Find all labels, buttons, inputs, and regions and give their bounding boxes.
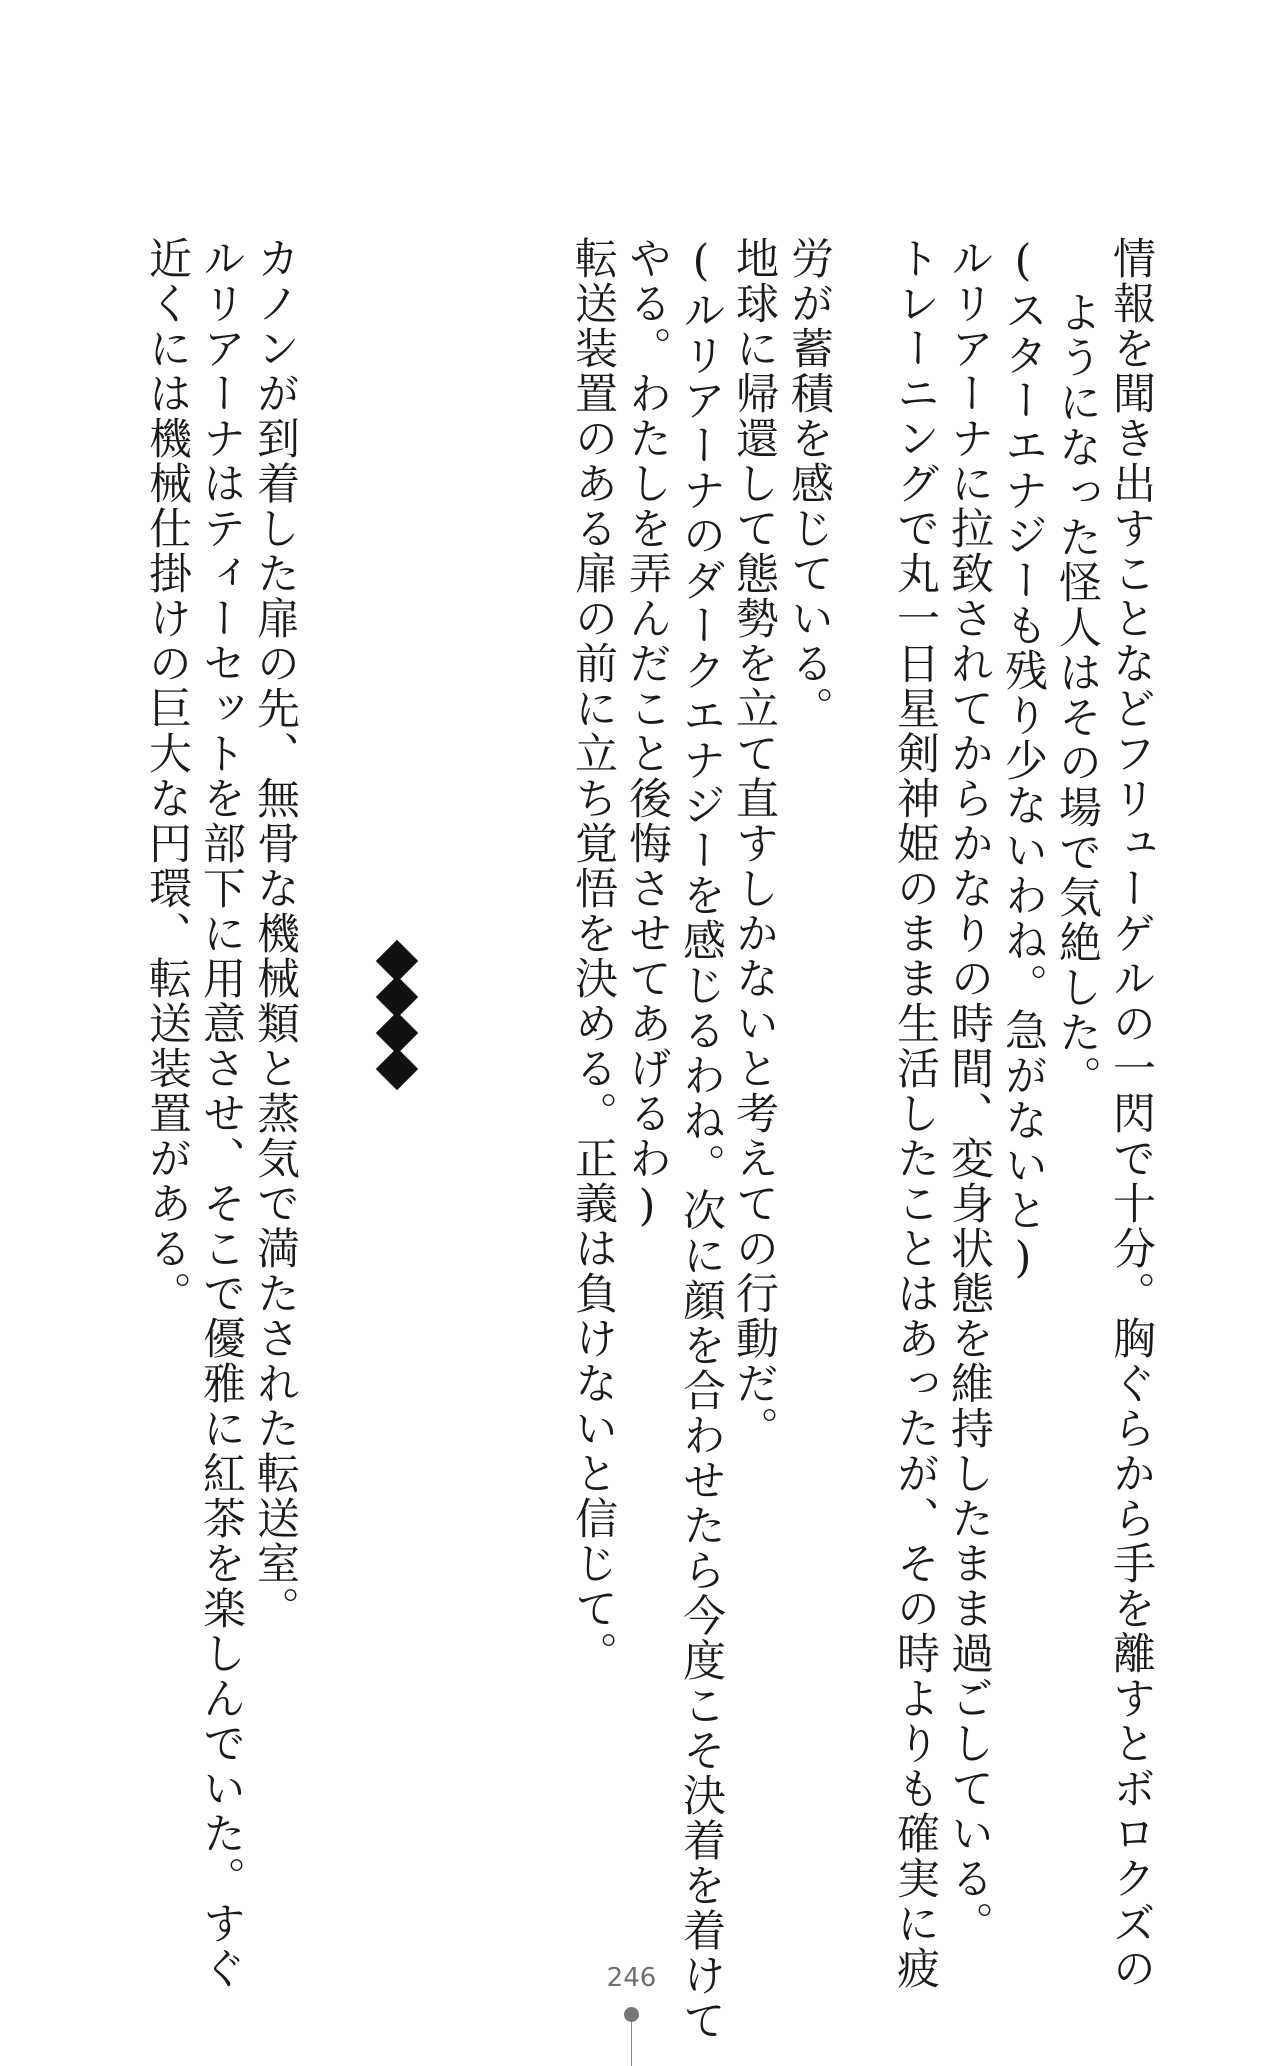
text-column-7: 地球に帰還して態勢を立て直すしかないと考えての行動だ。 — [729, 236, 779, 1451]
diamond-ornament — [376, 1048, 418, 1090]
scene-break-separator — [374, 946, 420, 1084]
text-column-11: カノンが到着した扉の先、無骨な機械類と蒸気で満たされた転送室。 — [250, 236, 300, 1631]
page-number: 246 — [606, 1963, 657, 1993]
text-column-3: (スターエナジーも残り少ないわね。急がないと) — [998, 236, 1048, 1285]
text-column-2: ようになった怪人はその場で気絶した。 — [1052, 290, 1102, 1100]
page-marker-dot — [624, 2007, 639, 2022]
text-column-4: ルリアーナに拉致されてからかなりの時間、変身状態を維持したまま過ごしている。 — [944, 236, 994, 1946]
text-column-1: 情報を聞き出すことなどフリューゲルの一閃で十分。胸ぐらから手を離すとボロクズの — [1106, 236, 1156, 1991]
text-column-9: やる。わたしを弄んだこと後悔させてあげるわ) — [622, 236, 672, 1233]
text-column-5: トレーニングで丸一日星剣神姫のまま生活したことはあったが、その時よりも確実に疲 — [890, 236, 940, 1991]
text-column-10: 転送装置のある扉の前に立ち覚悟を決める。正義は負けないと信じて。 — [568, 236, 618, 1676]
page-marker-line — [631, 2022, 632, 2066]
text-column-6: 労が蓄積を感じている。 — [784, 236, 834, 731]
text-column-12: ルリアーナはティーセットを部下に用意させ、そこで優雅に紅茶を楽しんでいた。すぐ — [196, 236, 246, 1991]
text-column-8: (ルリアーナのダークエナジーを感じるわね。次に顔を合わせたら今度こそ決着を着けて — [676, 236, 726, 2043]
text-column-13: 近くには機械仕掛けの巨大な円環、転送装置がある。 — [142, 236, 192, 1316]
